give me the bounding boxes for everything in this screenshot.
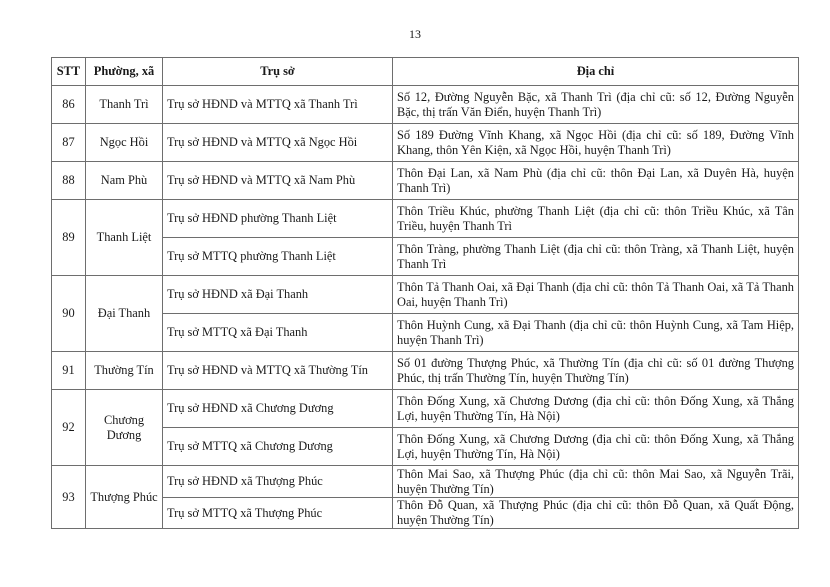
stt-cell: 93 — [52, 466, 86, 529]
header-stt: STT — [52, 58, 86, 86]
header-ward: Phường, xã — [86, 58, 163, 86]
stt-cell: 92 — [52, 390, 86, 466]
table-row — [52, 238, 799, 276]
table-row — [52, 276, 799, 314]
table-row — [52, 352, 799, 390]
stt-cell: 87 — [52, 124, 86, 162]
office-cell: Trụ sở MTTQ phường Thanh Liệt — [163, 238, 393, 276]
address-cell: Số 01 đường Thượng Phúc, xã Thường Tín (địa chỉ cũ: số 01 đường Thượng Phúc, thị trấn Thường Tín, huyện Thường Tín) — [393, 352, 799, 390]
address-cell: Thôn Đống Xung, xã Chương Dương (địa chỉ cũ: thôn Đống Xung, xã Thắng Lợi, huyện Thường Tín, Hà Nội) — [393, 390, 799, 428]
table-row — [52, 428, 799, 466]
office-cell: Trụ sở MTTQ xã Đại Thanh — [163, 314, 393, 352]
ward-cell: Đại Thanh — [86, 276, 163, 352]
address-cell: Số 12, Đường Nguyễn Bặc, xã Thanh Trì (địa chỉ cũ: số 12, Đường Nguyễn Bặc, thị trấn Văn Điển, huyện Thanh Trì) — [393, 86, 799, 124]
table-row — [52, 86, 799, 124]
office-cell: Trụ sở HĐND và MTTQ xã Ngọc Hồi — [163, 124, 393, 162]
address-cell: Thôn Đại Lan, xã Nam Phù (địa chỉ cũ: thôn Đại Lan, xã Duyên Hà, huyện Thanh Trì) — [393, 162, 799, 200]
address-cell: Thôn Huỳnh Cung, xã Đại Thanh (địa chỉ cũ: thôn Huỳnh Cung, xã Tam Hiệp, huyện Thanh Trì) — [393, 314, 799, 352]
address-cell: Số 189 Đường Vĩnh Khang, xã Ngọc Hồi (địa chỉ cũ: số 189, Đường Vĩnh Khang, thôn Yên Kiện, xã Ngọc Hồi, huyện Thanh Trì) — [393, 124, 799, 162]
ward-cell: Ngọc Hồi — [86, 124, 163, 162]
table-row — [52, 200, 799, 238]
office-cell: Trụ sở HĐND và MTTQ xã Thanh Trì — [163, 86, 393, 124]
office-cell: Trụ sở HĐND phường Thanh Liệt — [163, 200, 393, 238]
address-cell: Thôn Đỗ Quan, xã Thượng Phúc (địa chỉ cũ: thôn Đỗ Quan, xã Quất Động, huyện Thường Tín) — [393, 498, 799, 529]
ward-cell: Chương Dương — [86, 390, 163, 466]
office-cell: Trụ sở HĐND và MTTQ xã Nam Phù — [163, 162, 393, 200]
office-cell: Trụ sở HĐND và MTTQ xã Thường Tín — [163, 352, 393, 390]
table-header-row — [52, 58, 799, 86]
stt-cell: 89 — [52, 200, 86, 276]
office-cell: Trụ sở HĐND xã Đại Thanh — [163, 276, 393, 314]
table-row — [52, 466, 799, 498]
table-row — [52, 498, 799, 529]
stt-cell: 86 — [52, 86, 86, 124]
office-cell: Trụ sở MTTQ xã Thượng Phúc — [163, 498, 393, 529]
header-office: Trụ sở — [163, 58, 393, 86]
ward-cell: Nam Phù — [86, 162, 163, 200]
page-number: 13 — [409, 27, 421, 41]
stt-cell: 91 — [52, 352, 86, 390]
ward-cell: Thanh Liệt — [86, 200, 163, 276]
office-address-table — [51, 57, 799, 529]
table-row — [52, 124, 799, 162]
office-cell: Trụ sở MTTQ xã Chương Dương — [163, 428, 393, 466]
stt-cell: 88 — [52, 162, 86, 200]
address-cell: Thôn Mai Sao, xã Thượng Phúc (địa chỉ cũ: thôn Mai Sao, xã Nguyễn Trãi, huyện Thường Tín) — [393, 466, 799, 498]
header-address: Địa chỉ — [393, 58, 799, 86]
address-cell: Thôn Tràng, phường Thanh Liệt (địa chỉ cũ: thôn Tràng, xã Thanh Liệt, huyện Thanh Trì — [393, 238, 799, 276]
office-cell: Trụ sở HĐND xã Thượng Phúc — [163, 466, 393, 498]
table-row — [52, 390, 799, 428]
ward-cell: Thường Tín — [86, 352, 163, 390]
table-row — [52, 314, 799, 352]
ward-cell: Thanh Trì — [86, 86, 163, 124]
ward-cell: Thượng Phúc — [86, 466, 163, 529]
stt-cell: 90 — [52, 276, 86, 352]
address-cell: Thôn Triều Khúc, phường Thanh Liệt (địa chỉ cũ: thôn Triều Khúc, xã Tân Triều, huyện Thanh Trì — [393, 200, 799, 238]
table-row — [52, 162, 799, 200]
address-cell: Thôn Tả Thanh Oai, xã Đại Thanh (địa chỉ cũ: thôn Tả Thanh Oai, xã Tả Thanh Oai, huyện Thanh Trì) — [393, 276, 799, 314]
office-cell: Trụ sở HĐND xã Chương Dương — [163, 390, 393, 428]
address-cell: Thôn Đống Xung, xã Chương Dương (địa chỉ cũ: thôn Đống Xung, xã Thắng Lợi, huyện Thường Tín, Hà Nội) — [393, 428, 799, 466]
